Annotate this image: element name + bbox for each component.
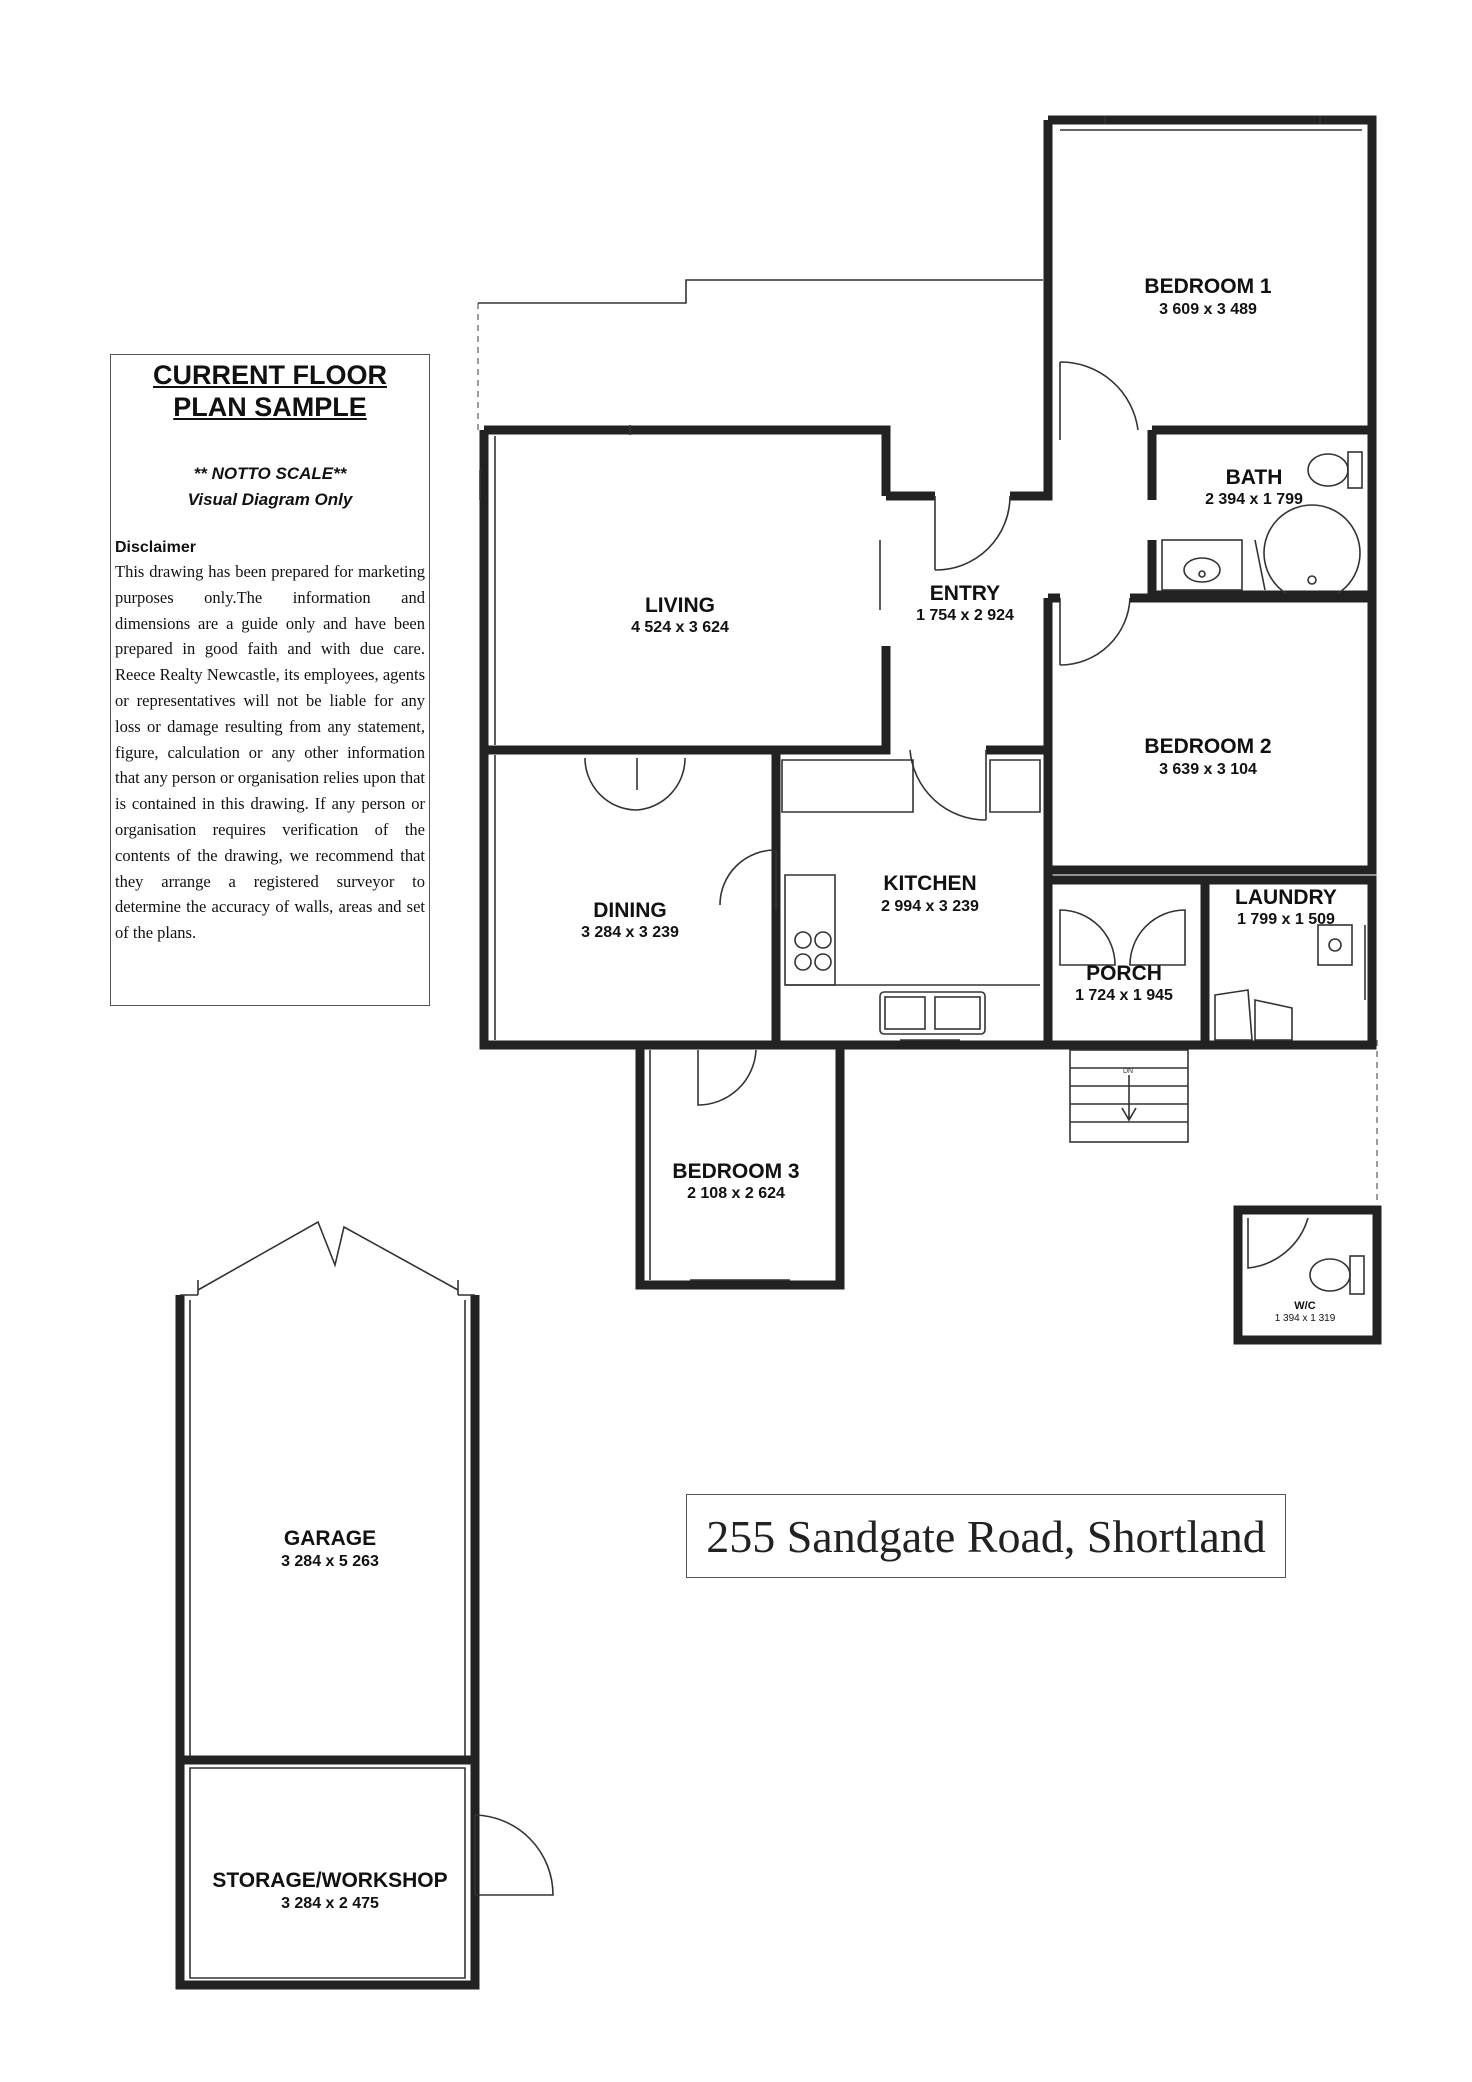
room-dims-storage: 3 284 x 2 475	[281, 1895, 379, 1912]
room-name-bedroom-2: BEDROOM 2	[1144, 735, 1272, 758]
room-dims-garage: 3 284 x 5 263	[281, 1553, 379, 1570]
disclaimer-panel	[110, 354, 430, 1006]
disclaimer-heading: Disclaimer	[115, 539, 196, 556]
room-dims-bath: 2 394 x 1 799	[1205, 491, 1303, 508]
room-name-porch: PORCH	[1086, 962, 1162, 985]
panel-title-line-2: PLAN SAMPLE	[173, 392, 367, 422]
entry	[886, 362, 1130, 820]
room-name-laundry: LAUNDRY	[1235, 886, 1337, 909]
bath	[1152, 430, 1372, 601]
scale-note: ** NOTTO SCALE**	[193, 464, 347, 483]
room-dims-wc: 1 394 x 1 319	[1274, 1313, 1336, 1324]
room-name-dining: DINING	[593, 899, 667, 922]
room-dims-dining: 3 284 x 3 239	[581, 924, 679, 941]
room-name-wc: W/C	[1294, 1300, 1316, 1312]
room-name-garage: GARAGE	[283, 1527, 377, 1550]
bedroom-2	[1048, 595, 1372, 870]
dining	[484, 750, 776, 1045]
porch	[1048, 880, 1205, 1142]
room-dims-porch: 1 724 x 1 945	[1075, 987, 1173, 1004]
room-dims-entry: 1 754 x 2 924	[916, 607, 1014, 624]
sink-icon	[880, 992, 985, 1034]
room-name-kitchen: KITCHEN	[883, 872, 977, 895]
room-name-bedroom-3: BEDROOM 3	[672, 1160, 800, 1183]
stairs-down-label: DN	[1123, 1068, 1134, 1075]
room-dims-bedroom-1: 3 609 x 3 489	[1159, 301, 1257, 318]
toilet-icon	[1308, 454, 1348, 486]
room-name-bath: BATH	[1225, 466, 1283, 489]
room-dims-living: 4 524 x 3 624	[631, 619, 729, 636]
property-address: 255 Sandgate Road, Shortland	[686, 1494, 1286, 1578]
room-dims-bedroom-2: 3 639 x 3 104	[1159, 761, 1257, 778]
deck-top-wall	[478, 280, 1043, 303]
room-name-storage: STORAGE/WORKSHOP	[212, 1869, 448, 1892]
room-name-living: LIVING	[644, 594, 716, 617]
visual-note: Visual Diagram Only	[187, 490, 353, 509]
panel-title-line-1: CURRENT FLOOR	[153, 360, 387, 390]
room-dims-kitchen: 2 994 x 3 239	[881, 898, 979, 915]
room-dims-laundry: 1 799 x 1 509	[1237, 911, 1335, 928]
room-dims-bedroom-3: 2 108 x 2 624	[687, 1185, 785, 1202]
wc-toilet-icon	[1310, 1259, 1350, 1291]
living	[480, 425, 886, 750]
room-name-bedroom-1: BEDROOM 1	[1144, 275, 1272, 298]
disclaimer-text: This drawing has been prepared for marketing purposes only.The information and dimensions are a guide only and have been prepared in good faith and with due care. Reece Realty Newcastle, its employees, agents or representatives will not be liable for any loss or damage resulting from any statement, figure, calculation or any other information that any person or organisation relies upon that is contained in this drawing. If any person or organisation requires verification of the contents of the drawing, we recommend that they arrange a registered surveyor to determine the accuracy of walls, areas and set of the plans.	[115, 562, 425, 943]
room-name-entry: ENTRY	[929, 582, 1001, 605]
